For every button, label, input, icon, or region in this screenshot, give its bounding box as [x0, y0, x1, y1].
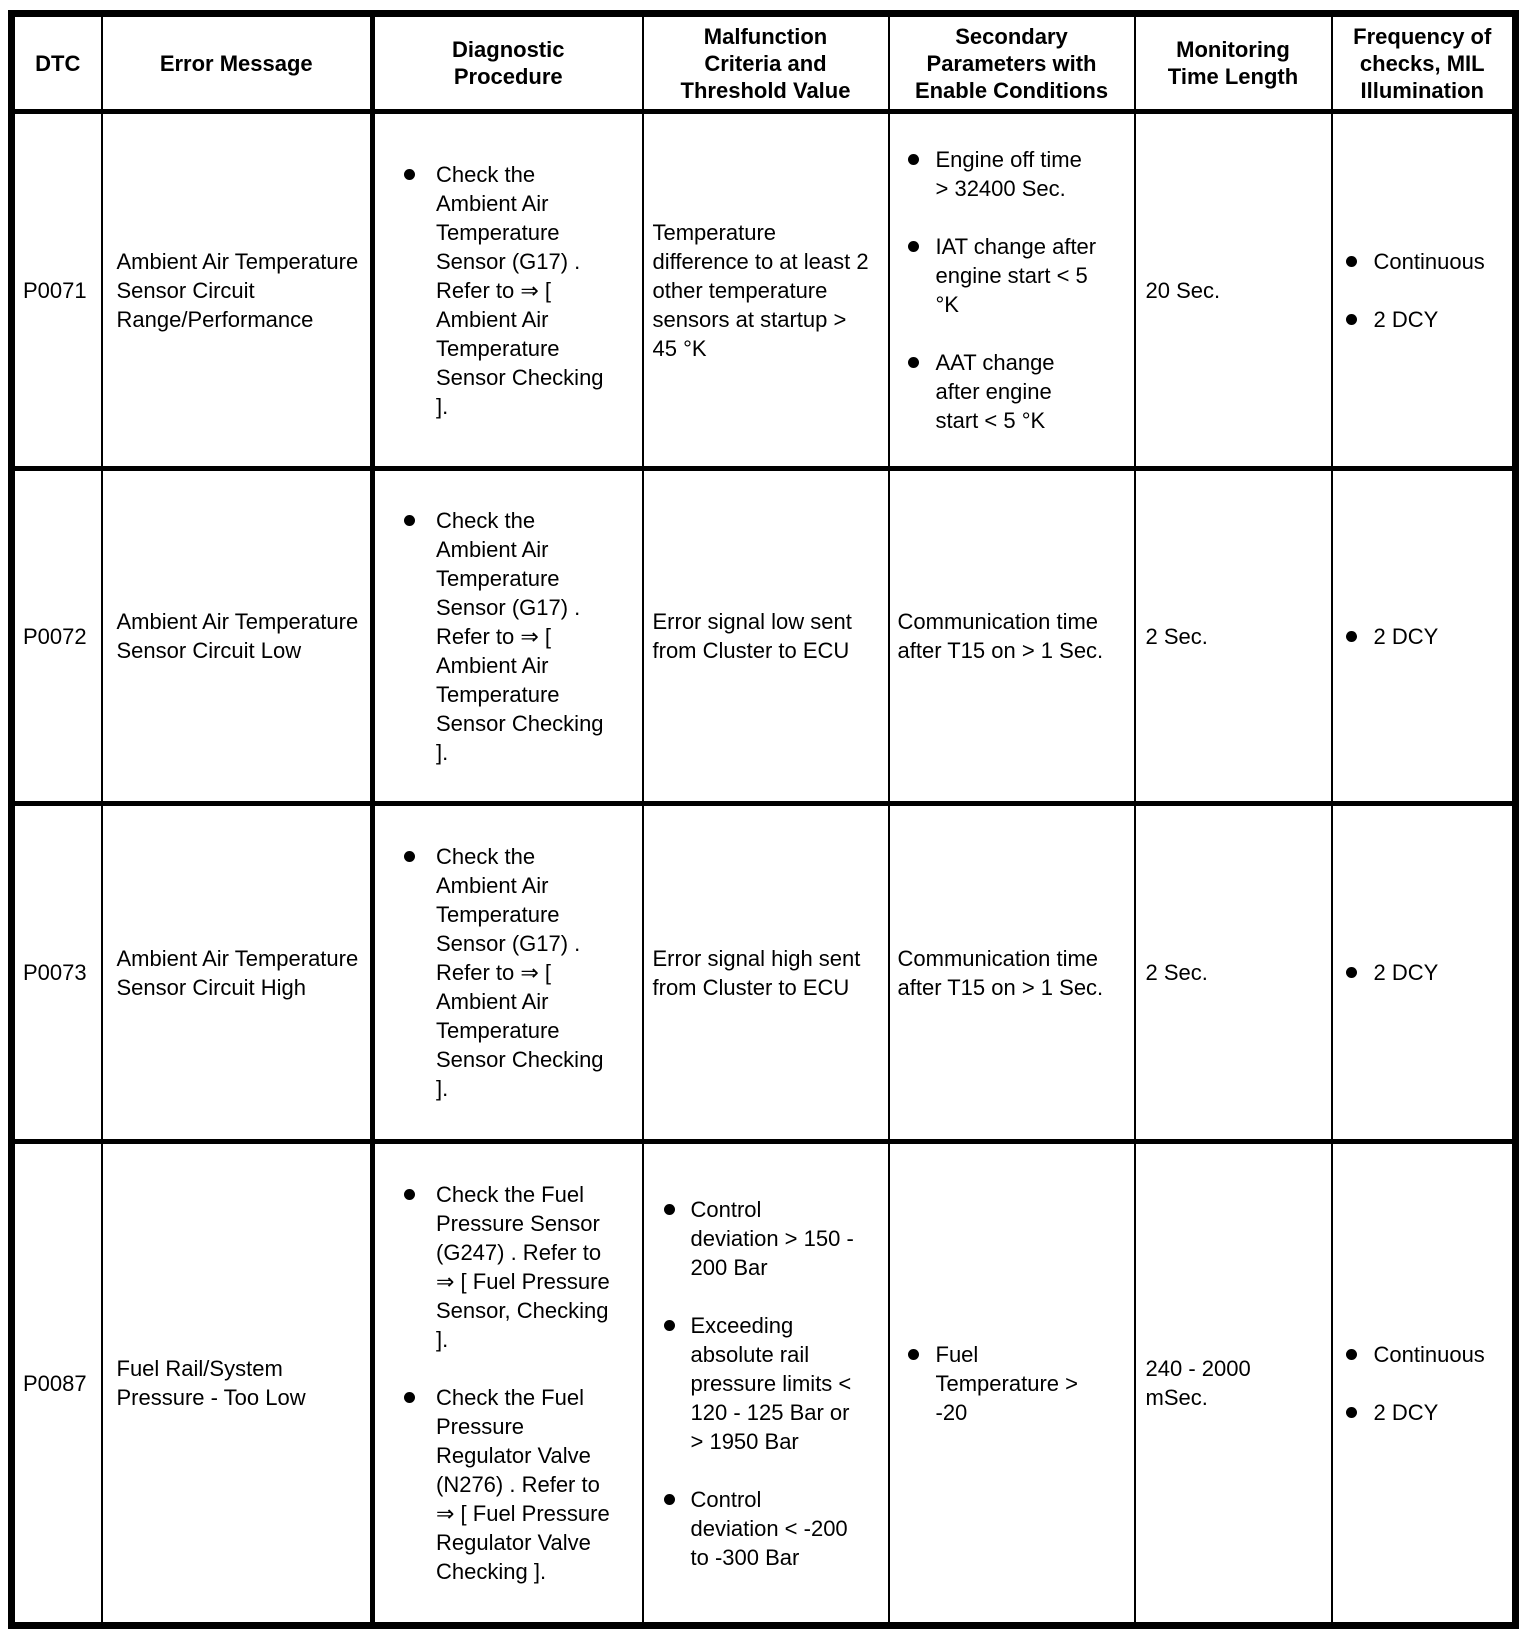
bullet-icon [1346, 314, 1357, 325]
malfunction-criteria-cell [643, 1142, 889, 1626]
bullet-icon [1346, 256, 1357, 267]
criteria-item [664, 1311, 855, 1456]
dtc-code: P0072 [12, 469, 102, 804]
enable-condition-text: AAT change after engine start < 5 °K [935, 350, 1055, 433]
frequency-item [1346, 622, 1504, 651]
enable-condition [908, 1340, 1098, 1427]
secondary-parameters-cell [889, 1142, 1135, 1626]
criteria-item-text: Control deviation > 150 - 200 Bar [690, 1196, 854, 1280]
enable-condition [908, 145, 1098, 203]
frequency-mil-cell [1332, 469, 1516, 804]
enable-condition [908, 232, 1098, 319]
bullet-icon [1346, 631, 1357, 642]
criteria-item-text: Control deviation < -200 to -300 Bar [690, 1486, 848, 1570]
enable-condition-text: IAT change after engine start < 5 °K [935, 234, 1097, 317]
header-row [12, 14, 1516, 112]
diagnostic-step [404, 160, 621, 421]
bullet-icon [1346, 1349, 1357, 1360]
diagnostic-step-text: Check the Ambient Air Temperature Sensor (G17) . Refer to ⇒ [ Ambient Air Temperature Sensor Checking ]. [436, 507, 604, 765]
bullet-icon [1346, 1407, 1357, 1418]
frequency-mil-cell [1332, 804, 1516, 1142]
enable-condition-text: Fuel Temperature > -20 [935, 1341, 1078, 1425]
bullet-icon [404, 1392, 415, 1403]
table-row-p0071 [12, 112, 1516, 469]
monitoring-time: 20 Sec. [1135, 112, 1332, 469]
error-message: Ambient Air Temperature Sensor Circuit High [102, 804, 373, 1142]
frequency-mil-cell [1332, 1142, 1516, 1626]
bullet-icon [664, 1494, 675, 1505]
frequency-item-text: Continuous [1373, 1341, 1485, 1367]
secondary-parameters: Communication time after T15 on > 1 Sec. [889, 804, 1135, 1142]
criteria-item [664, 1485, 855, 1572]
diagnostic-step [404, 506, 621, 767]
frequency-item-text: Continuous [1373, 248, 1485, 274]
bullet-icon [908, 241, 919, 252]
dtc-table [8, 10, 1519, 1629]
monitoring-time: 240 - 2000 mSec. [1135, 1142, 1332, 1626]
diagnostic-step [404, 1180, 621, 1354]
criteria-item [664, 1195, 855, 1282]
column-header-diagnostic-procedure: Diagnostic Procedure [373, 14, 643, 112]
bullet-icon [1346, 967, 1357, 978]
dtc-code: P0071 [12, 112, 102, 469]
diagnostic-step [404, 842, 621, 1103]
enable-condition [908, 348, 1098, 435]
diagnostic-step-text: Check the Fuel Pressure Sensor (G247) . Refer to ⇒ [ Fuel Pressure Sensor, Checking ]. [436, 1182, 610, 1352]
diagnostic-step-text: Check the Fuel Pressure Regulator Valve (N276) . Refer to ⇒ [ Fuel Pressure Regulator Valve Checking ]. [436, 1385, 610, 1584]
bullet-icon [404, 515, 415, 526]
diagnostic-procedure-cell [373, 469, 643, 804]
table-row-p0087 [12, 1142, 1516, 1626]
frequency-item [1346, 305, 1504, 334]
diagnostic-procedure-cell [373, 804, 643, 1142]
malfunction-criteria: Error signal high sent from Cluster to ECU [643, 804, 889, 1142]
diagnostic-step [404, 1383, 621, 1586]
diagnostic-procedure-cell [373, 1142, 643, 1626]
secondary-parameters-cell [889, 112, 1135, 469]
secondary-parameters: Communication time after T15 on > 1 Sec. [889, 469, 1135, 804]
dtc-code: P0087 [12, 1142, 102, 1626]
dtc-code: P0073 [12, 804, 102, 1142]
table-row-p0072 [12, 469, 1516, 804]
frequency-item-text: 2 DCY [1373, 623, 1439, 649]
monitoring-time: 2 Sec. [1135, 804, 1332, 1142]
column-header-malfunction-criteria: Malfunction Criteria and Threshold Value [643, 14, 889, 112]
error-message: Fuel Rail/System Pressure - Too Low [102, 1142, 373, 1626]
frequency-item-text: 2 DCY [1373, 306, 1439, 332]
criteria-item-text: Exceeding absolute rail pressure limits < 120 - 125 Bar or > 1950 Bar [690, 1312, 852, 1454]
column-header-frequency-mil: Frequency of checks, MIL Illumination [1332, 14, 1516, 112]
column-header-error-message: Error Message [102, 14, 373, 112]
frequency-item [1346, 1398, 1504, 1427]
diagnostic-step-text: Check the Ambient Air Temperature Sensor (G17) . Refer to ⇒ [ Ambient Air Temperature Sensor Checking ]. [436, 844, 604, 1101]
bullet-icon [664, 1204, 675, 1215]
error-message: Ambient Air Temperature Sensor Circuit Range/Performance [102, 112, 373, 469]
bullet-icon [404, 1189, 415, 1200]
malfunction-criteria: Temperature difference to at least 2 other temperature sensors at startup > 45 °K [643, 112, 889, 469]
diagnostic-step-text: Check the Ambient Air Temperature Sensor (G17) . Refer to ⇒ [ Ambient Air Temperature Sensor Checking ]. [436, 161, 604, 419]
enable-condition-text: Engine off time > 32400 Sec. [935, 147, 1082, 201]
bullet-icon [404, 169, 415, 180]
error-message: Ambient Air Temperature Sensor Circuit Low [102, 469, 373, 804]
table-row-p0073 [12, 804, 1516, 1142]
diagnostic-procedure-cell [373, 112, 643, 469]
column-header-monitoring-time: Monitoring Time Length [1135, 14, 1332, 112]
frequency-item [1346, 247, 1504, 276]
bullet-icon [908, 357, 919, 368]
frequency-item-text: 2 DCY [1373, 960, 1439, 985]
frequency-item [1346, 1340, 1504, 1369]
frequency-item-text: 2 DCY [1373, 1399, 1439, 1425]
bullet-icon [664, 1320, 675, 1331]
frequency-mil-cell [1332, 112, 1516, 469]
malfunction-criteria: Error signal low sent from Cluster to ECU [643, 469, 889, 804]
column-header-dtc: DTC [12, 14, 102, 112]
bullet-icon [404, 851, 415, 862]
bullet-icon [908, 1349, 919, 1360]
monitoring-time: 2 Sec. [1135, 469, 1332, 804]
frequency-item [1346, 958, 1504, 987]
bullet-icon [908, 154, 919, 165]
column-header-secondary-parameters: Secondary Parameters with Enable Conditions [889, 14, 1135, 112]
